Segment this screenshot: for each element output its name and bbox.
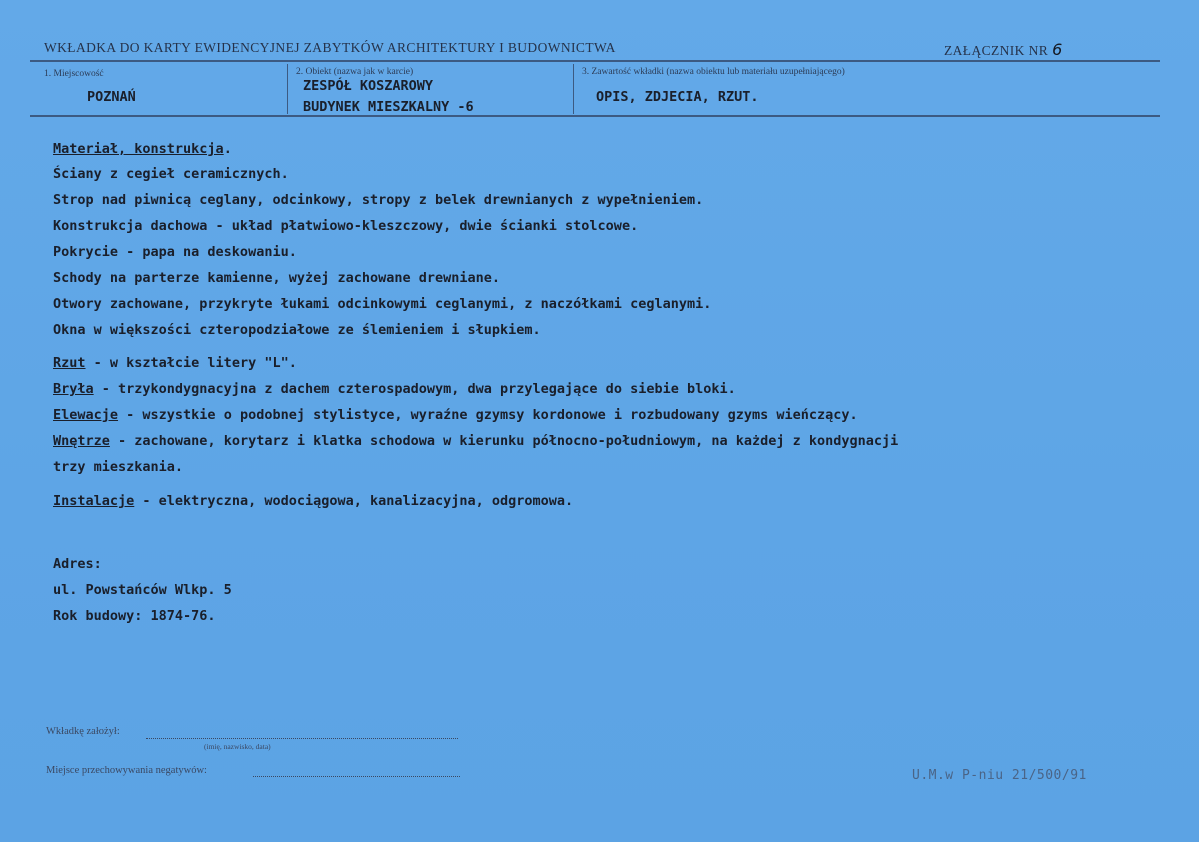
field-2-value-line-1: ZESPÓŁ KOSZAROWY <box>303 78 434 94</box>
plan-term: Rzut <box>53 355 86 371</box>
insert-created-hint: (imię, nazwisko, data) <box>204 742 271 751</box>
form-title: WKŁADKA DO KARTY EWIDENCYJNEJ ZABYTKÓW ARCHITEKTURY I BUDOWNICTWA <box>44 40 616 55</box>
interior-line <box>53 433 898 449</box>
mass-text: - trzykondygnacyjna z dachem czterospadowym, dwa przylegające do siebie bloki. <box>93 381 736 397</box>
mass-line <box>53 381 736 397</box>
material-line: Otwory zachowane, przykryte łukami odcinkowymi ceglanymi, z naczółkami ceglanymi. <box>53 296 712 312</box>
material-line: Okna w większości czteropodziałowe ze ślemieniem i słupkiem. <box>53 322 541 338</box>
address-label: Adres: <box>53 556 102 572</box>
interior-text: - zachowane, korytarz i klatka schodowa w kierunku północno-południowym, na każdej z kondygnacji <box>109 433 899 449</box>
printer-stamp: U.M.w P-niu 21/500/91 <box>912 768 1087 783</box>
mass-term: Bryła <box>53 381 94 397</box>
field-3-value: OPIS, ZDJECIA, RZUT. <box>596 89 759 105</box>
material-heading-text: Materiał, konstrukcja <box>53 141 224 157</box>
elevations-line <box>53 407 858 423</box>
material-line: Konstrukcja dachowa - układ płatwiowo-kleszczowy, dwie ścianki stolcowe. <box>53 218 639 234</box>
field-divider-1 <box>287 64 288 114</box>
plan-line <box>53 355 297 371</box>
material-line: Ściany z cegieł ceramicznych. <box>53 166 289 182</box>
field-1-value: POZNAŃ <box>87 89 136 105</box>
installations-line <box>53 493 573 509</box>
top-rule <box>30 60 1160 62</box>
material-line: Pokrycie - papa na deskowaniu. <box>53 244 297 260</box>
field-3-label: 3. Zawartość wkładki (nazwa obiektu lub materiału uzupełniającego) <box>582 67 845 77</box>
interior-line-2: trzy mieszkania. <box>53 459 184 475</box>
installations-text: - elektryczna, wodociągowa, kanalizacyjna, odgromowa. <box>134 493 574 509</box>
negatives-location-label: Miejsce przechowywania negatywów: <box>46 765 207 776</box>
insert-created-line <box>146 738 458 739</box>
address-value: ul. Powstańców Wlkp. 5 <box>53 582 232 598</box>
annex-text: ZAŁĄCZNIK NR <box>944 43 1049 58</box>
plan-text: - w kształcie litery "L". <box>85 355 297 371</box>
material-line: Schody na parterze kamienne, wyżej zachowane drewniane. <box>53 270 501 286</box>
build-year: Rok budowy: 1874-76. <box>53 608 216 624</box>
installations-term: Instalacje <box>53 493 135 509</box>
fields-rule <box>30 115 1160 117</box>
material-heading-period: . <box>223 141 232 157</box>
elevations-term: Elewacje <box>53 407 119 423</box>
material-line: Strop nad piwnicą ceglany, odcinkowy, stropy z belek drewnianych z wypełnieniem. <box>53 192 704 208</box>
annex-number: 6 <box>1052 40 1063 59</box>
negatives-location-line <box>253 776 460 777</box>
interior-term: Wnętrze <box>53 433 110 449</box>
insert-created-label: Wkładkę założył: <box>46 726 120 737</box>
section-heading-material <box>53 141 232 157</box>
elevations-text: - wszystkie o podobnej stylistyce, wyraźne gzymsy kordonowe i rozbudowany gzyms wieńczący. <box>118 407 858 423</box>
annex-label <box>944 40 1063 59</box>
field-1-label: 1. Miejscowość <box>44 69 104 79</box>
field-divider-2 <box>573 64 574 114</box>
field-2-value-line-2: BUDYNEK MIESZKALNY -6 <box>303 99 474 115</box>
field-2-label: 2. Obiekt (nazwa jak w karcie) <box>296 67 414 77</box>
